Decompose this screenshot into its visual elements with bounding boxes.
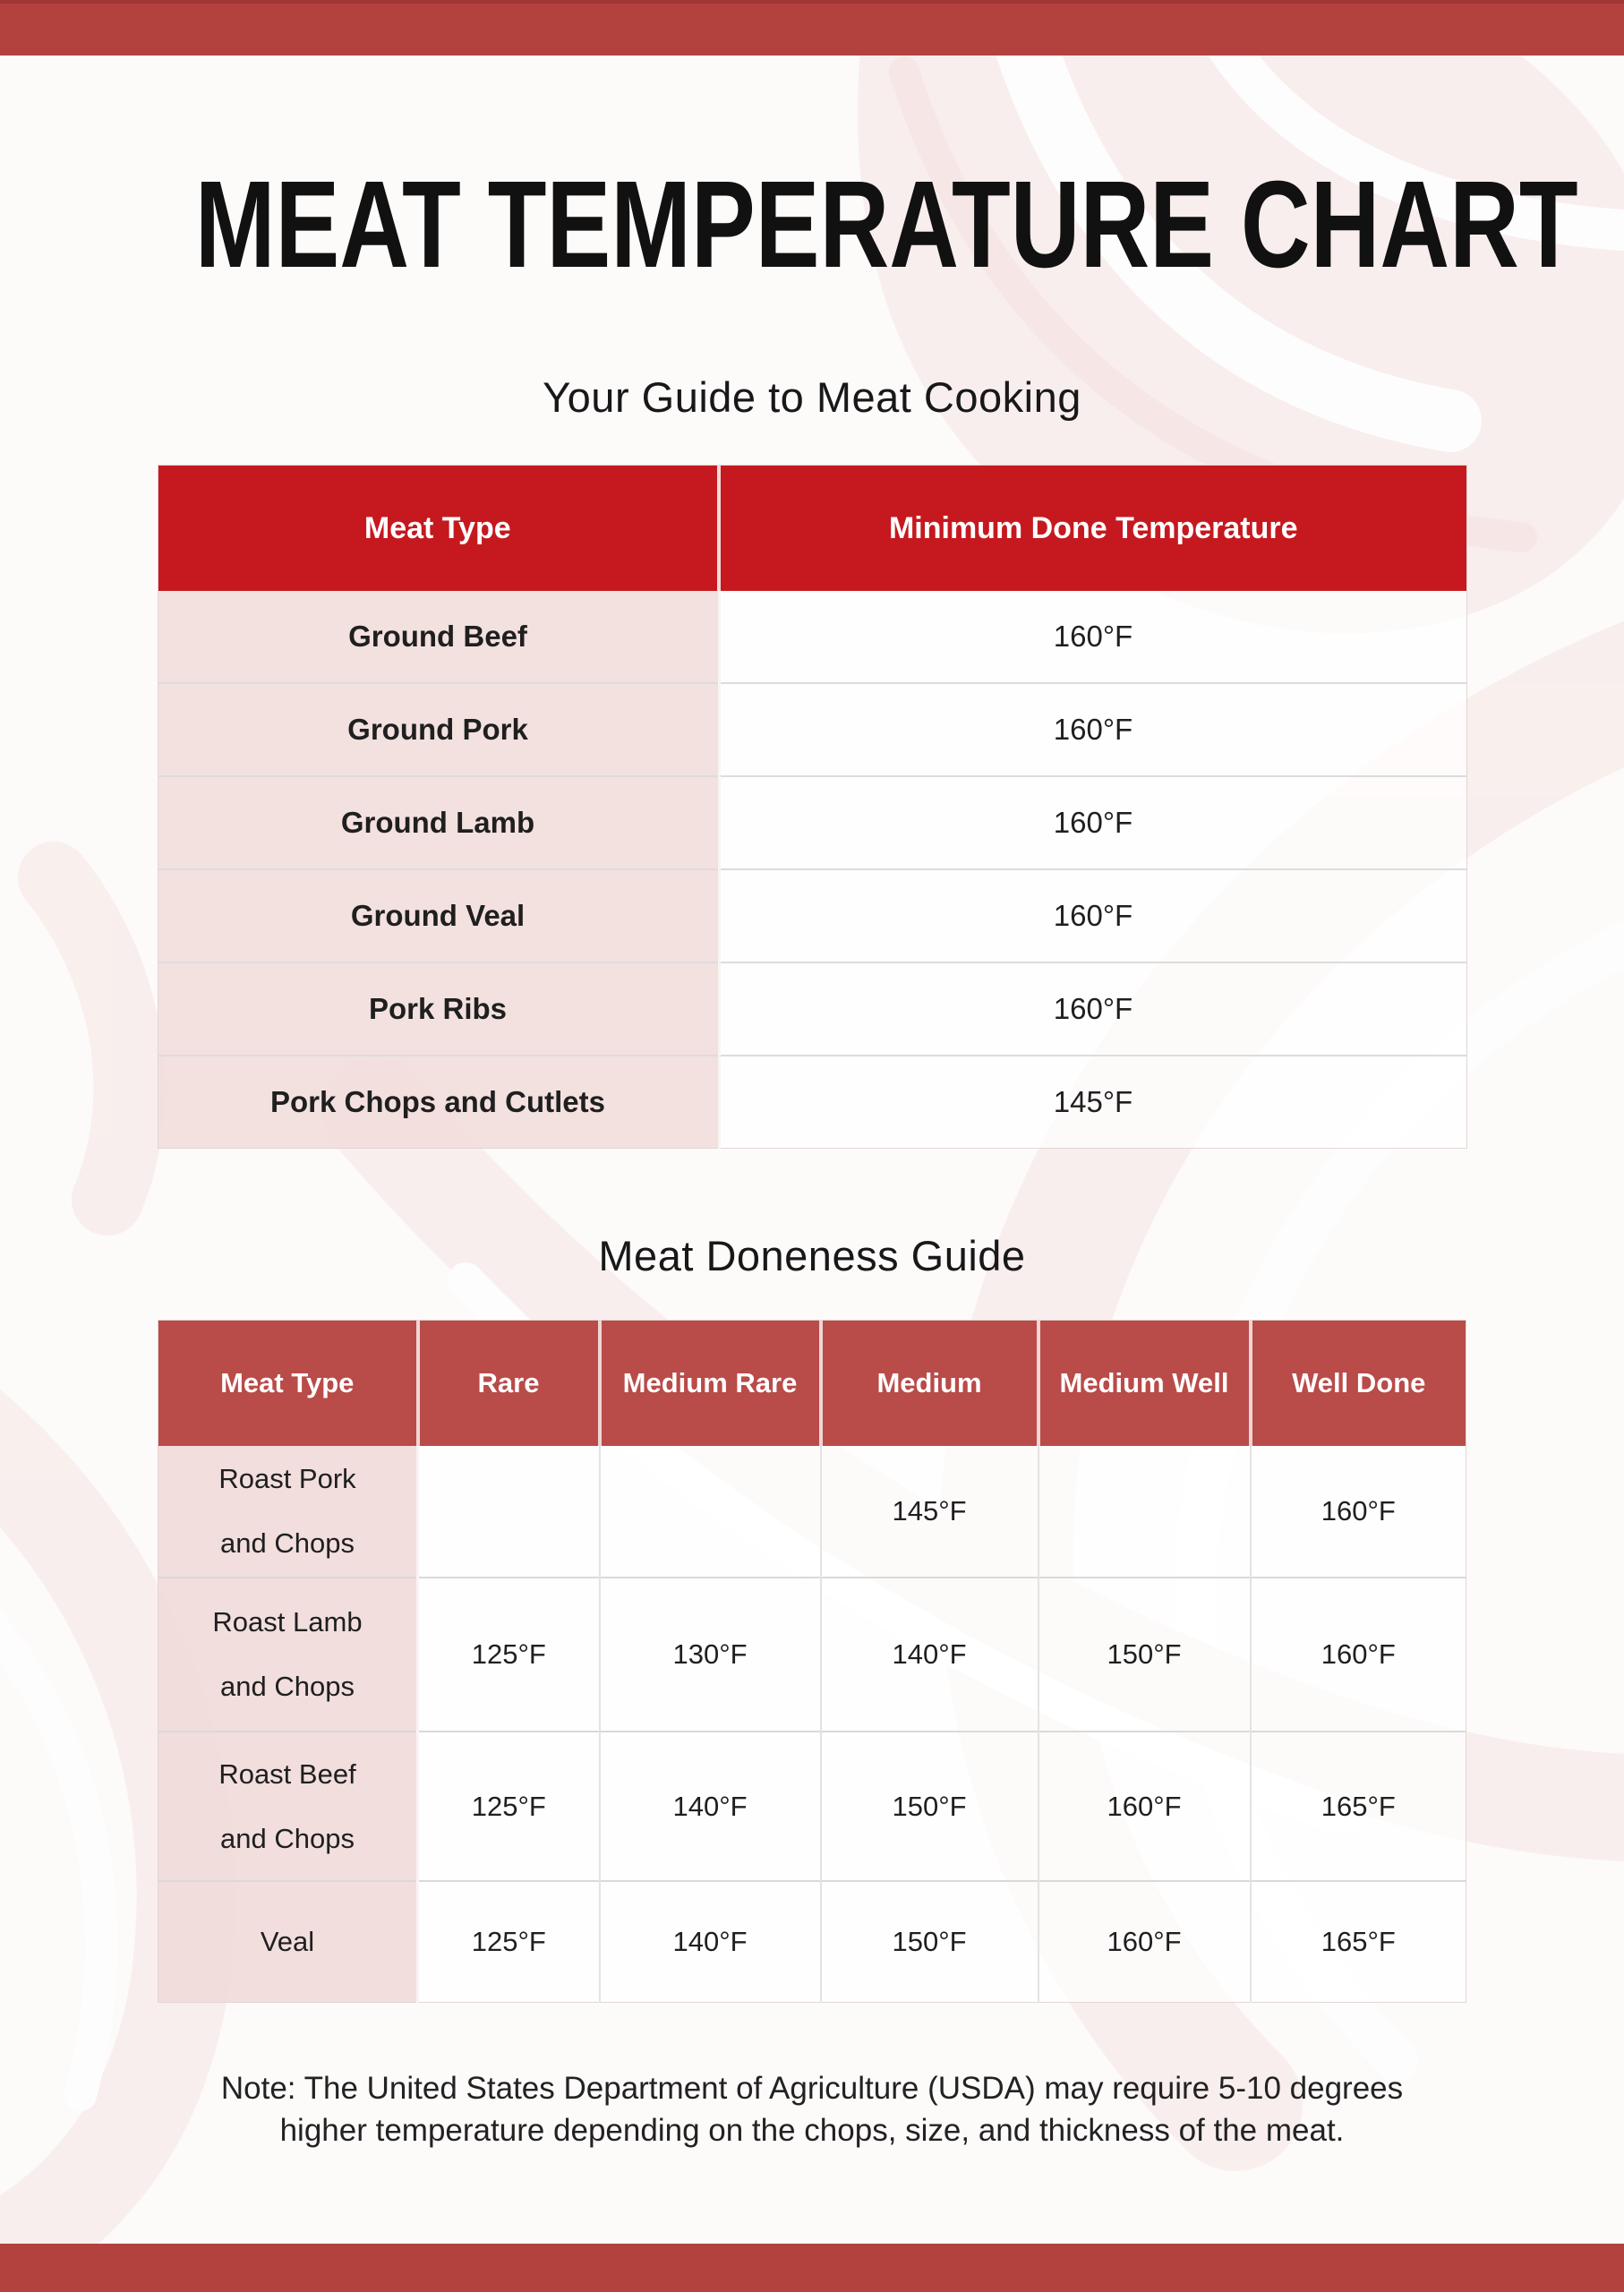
page-title-text: MEAT TEMPERATURE CHART <box>194 156 1578 294</box>
temp-cell: 150°F <box>1039 1578 1251 1732</box>
table-row <box>158 1446 1466 1578</box>
meat-type-line: Roast Pork <box>218 1463 356 1494</box>
meat-type-line: and Chops <box>220 1671 355 1702</box>
meat-type-cell: Pork Ribs <box>158 962 719 1056</box>
temp-cell: 150°F <box>821 1881 1039 2003</box>
meat-type-line: and Chops <box>220 1527 355 1559</box>
table-row <box>158 1056 1466 1149</box>
meat-type-cell: Ground Lamb <box>158 776 719 869</box>
top-accent-bar-edge <box>0 0 1624 4</box>
temp-cell: 160°F <box>1039 1732 1251 1881</box>
t2-header-medium: Medium <box>821 1321 1039 1447</box>
section2-heading: Meat Doneness Guide <box>598 1232 1026 1279</box>
temp-cell: 125°F <box>418 1732 600 1881</box>
minimum-done-temperature-table <box>158 465 1467 1149</box>
temp-cell: 145°F <box>719 1056 1466 1149</box>
meat-type-cell <box>158 1446 418 1578</box>
t2-header-rare: Rare <box>418 1321 600 1447</box>
table-row <box>158 869 1466 962</box>
table-row <box>158 1732 1466 1881</box>
temp-cell: 150°F <box>821 1732 1039 1881</box>
temp-cell: 140°F <box>600 1732 821 1881</box>
t2-header-medium-well: Medium Well <box>1039 1321 1251 1447</box>
t2-header-row <box>158 1321 1466 1447</box>
meat-type-cell: Ground Pork <box>158 683 719 776</box>
meat-type-line: and Chops <box>220 1822 355 1854</box>
usda-note-line2: higher temperature depending on the chops, size, and thickness of the meat. <box>279 2113 1345 2148</box>
t1-header-min-done-temp: Minimum Done Temperature <box>719 466 1466 592</box>
temp-cell: 160°F <box>1251 1578 1466 1732</box>
meat-type-line: Roast Lamb <box>212 1606 363 1638</box>
meat-type-line: Roast Beef <box>218 1757 356 1790</box>
temp-cell <box>1039 1446 1251 1578</box>
usda-note-line1: Note: The United States Department of Agriculture (USDA) may require 5-10 degrees <box>220 2071 1404 2106</box>
meat-type-cell <box>158 1732 418 1881</box>
meat-type-cell: Ground Beef <box>158 591 719 683</box>
temp-cell: 140°F <box>821 1578 1039 1732</box>
table-row <box>158 683 1466 776</box>
temp-cell: 125°F <box>418 1578 600 1732</box>
temp-cell <box>600 1446 821 1578</box>
meat-type-line: Veal <box>260 1926 315 1957</box>
meat-doneness-table <box>158 1320 1466 2003</box>
top-accent-bar <box>0 0 1624 56</box>
meat-type-cell <box>158 1578 418 1732</box>
temp-cell: 165°F <box>1251 1881 1466 2003</box>
table-row <box>158 776 1466 869</box>
meat-type-cell <box>158 1881 418 2003</box>
t2-header-medium-rare: Medium Rare <box>600 1321 821 1447</box>
temp-cell <box>418 1446 600 1578</box>
temp-cell: 130°F <box>600 1578 821 1732</box>
temp-cell: 160°F <box>1039 1881 1251 2003</box>
temp-cell: 140°F <box>600 1881 821 2003</box>
table-row <box>158 962 1466 1056</box>
usda-note <box>0 2067 1624 2151</box>
meat-type-cell: Ground Veal <box>158 869 719 962</box>
temp-cell: 160°F <box>719 869 1466 962</box>
temp-cell: 160°F <box>719 683 1466 776</box>
temp-cell: 145°F <box>821 1446 1039 1578</box>
temp-cell: 125°F <box>418 1881 600 2003</box>
t1-header-row <box>158 466 1466 592</box>
table-row <box>158 1578 1466 1732</box>
temp-cell: 160°F <box>719 776 1466 869</box>
temp-cell: 160°F <box>719 962 1466 1056</box>
t2-header-well-done: Well Done <box>1251 1321 1466 1447</box>
section1-heading: Your Guide to Meat Cooking <box>543 373 1081 421</box>
temp-cell: 160°F <box>719 591 1466 683</box>
meat-type-cell: Pork Chops and Cutlets <box>158 1056 719 1149</box>
temp-cell: 160°F <box>1251 1446 1466 1578</box>
table-row <box>158 591 1466 683</box>
table-row <box>158 1881 1466 2003</box>
temp-cell: 165°F <box>1251 1732 1466 1881</box>
t2-header-meat-type: Meat Type <box>158 1321 418 1447</box>
bottom-accent-bar <box>0 2244 1624 2292</box>
t1-header-meat-type: Meat Type <box>158 466 719 592</box>
